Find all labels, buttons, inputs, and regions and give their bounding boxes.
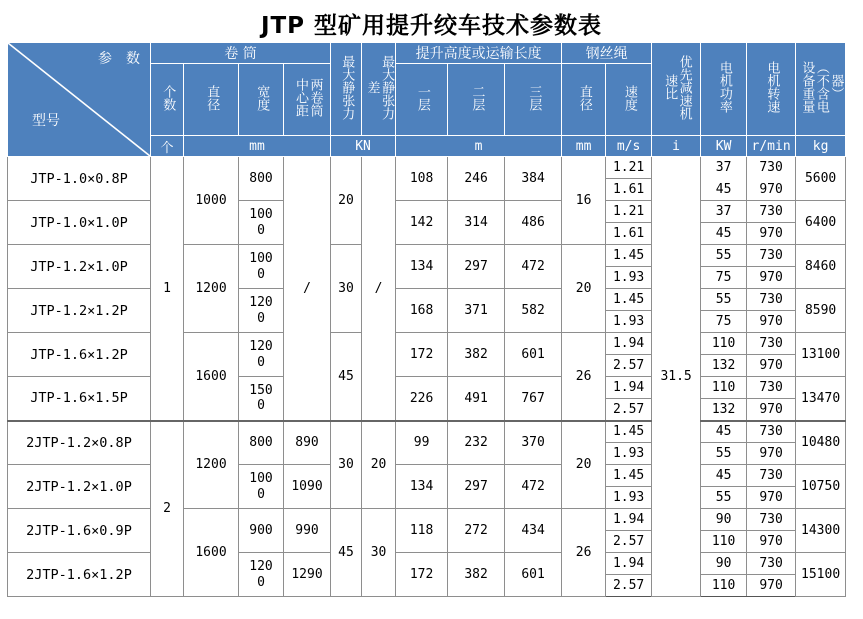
cell-motor-power: 45 [701,421,747,443]
cell-weight: 8460 [796,245,846,289]
cell-weight: 13100 [796,333,846,377]
cell-tension-diff: 30 [362,509,396,597]
cell-layer3: 582 [505,289,562,333]
table-row [8,245,846,267]
cell-max-tension: 20 [331,157,362,245]
cell-motor-rpm: 970 [747,399,796,421]
cell-drum-count: 1 [151,157,184,421]
cell-layer2: 297 [448,465,505,509]
cell-weight: 14300 [796,509,846,553]
cell-layer1: 142 [396,201,448,245]
cell-motor-power: 45 [701,465,747,487]
cell-model-name: JTP-1.2×1.2P [8,289,151,333]
table-body [8,157,846,597]
header-drum-group: 卷 筒 [151,43,331,64]
cell-weight: 5600 [796,157,846,201]
cell-speed: 1.61 [606,223,652,245]
page-title: JTP 型矿用提升绞车技术参数表 [260,13,603,39]
drum-width-value: 900 [249,522,273,538]
cell-motor-rpm: 970 [747,531,796,553]
cell-motor-rpm: 970 [747,223,796,245]
table-header [8,43,846,157]
cell-motor-power: 75 [701,311,747,333]
cell-speed: 2.57 [606,399,652,421]
cell-speed: 1.94 [606,377,652,399]
unit-tension-kn: KN [331,136,396,157]
cell-drum-diameter: 1200 [184,421,239,509]
cell-layer3: 767 [505,377,562,421]
header-drum-diameter: 直径 [184,64,239,136]
cell-model-name: 2JTP-1.2×1.0P [8,465,151,509]
cell-speed: 1.61 [606,179,652,201]
cell-motor-rpm: 970 [747,575,796,597]
cell-speed: 1.94 [606,509,652,531]
table-row [8,157,846,179]
cell-layer3: 434 [505,509,562,553]
cell-motor-rpm: 730 [747,245,796,267]
cell-speed: 1.45 [606,421,652,443]
cell-tension-diff: 20 [362,421,396,509]
cell-drum-width [239,377,284,421]
unit-count: 个 [151,136,184,157]
cell-weight: 10480 [796,421,846,465]
corner-model-label: 型号 [32,113,60,129]
cell-motor-rpm: 730 [747,377,796,399]
cell-speed: 1.45 [606,289,652,311]
cell-motor-power: 110 [701,333,747,355]
cell-drum-width [239,509,284,553]
cell-drum-width [239,553,284,597]
drum-width-value: 1200 [249,338,273,370]
cell-center-distance: / [284,157,331,421]
corner-header-cell [8,43,151,157]
cell-motor-rpm: 730 [747,553,796,575]
cell-layer2: 382 [448,553,505,597]
cell-layer2: 314 [448,201,505,245]
cell-drum-width [239,245,284,289]
cell-motor-rpm: 730 [747,333,796,355]
cell-layer1: 168 [396,289,448,333]
cell-motor-power: 55 [701,245,747,267]
table-row [8,553,846,575]
cell-drum-count: 2 [151,421,184,597]
cell-layer2: 371 [448,289,505,333]
cell-rope-diameter: 20 [562,421,606,509]
cell-motor-rpm: 970 [747,267,796,289]
cell-center-distance: 990 [284,509,331,553]
cell-model-name: 2JTP-1.6×1.2P [8,553,151,597]
cell-speed: 2.57 [606,531,652,553]
header-lift-group: 提升高度或运输长度 [396,43,562,64]
cell-motor-rpm: 970 [747,443,796,465]
unit-rpm: r/min [747,136,796,157]
drum-width-value: 1000 [249,206,273,238]
cell-max-tension: 30 [331,245,362,333]
table-row [8,509,846,531]
cell-motor-power: 55 [701,487,747,509]
drum-width-value: 1000 [249,250,273,282]
cell-speed: 1.45 [606,465,652,487]
cell-speed: 2.57 [606,575,652,597]
cell-max-tension: 45 [331,333,362,421]
cell-rope-diameter: 16 [562,157,606,245]
drum-width-value: 800 [249,170,273,186]
cell-motor-rpm: 970 [747,355,796,377]
cell-weight: 10750 [796,465,846,509]
cell-motor-power: 45 [701,179,747,201]
cell-layer3: 370 [505,421,562,465]
unit-power-kw: KW [701,136,747,157]
cell-motor-power: 55 [701,289,747,311]
cell-drum-width [239,157,284,201]
cell-weight: 15100 [796,553,846,597]
cell-rope-diameter: 26 [562,509,606,597]
cell-layer2: 491 [448,377,505,421]
cell-weight: 13470 [796,377,846,421]
cell-motor-rpm: 730 [747,289,796,311]
cell-drum-width [239,333,284,377]
cell-drum-diameter: 1200 [184,245,239,333]
cell-layer3: 472 [505,245,562,289]
cell-layer1: 108 [396,157,448,201]
drum-width-value: 1500 [249,382,273,414]
cell-motor-power: 55 [701,443,747,465]
cell-layer1: 99 [396,421,448,465]
cell-drum-width [239,421,284,465]
cell-layer2: 382 [448,333,505,377]
cell-motor-power: 132 [701,355,747,377]
cell-layer2: 272 [448,509,505,553]
table-row [8,465,846,487]
cell-motor-power: 75 [701,267,747,289]
cell-motor-rpm: 730 [747,421,796,443]
header-rope-diameter: 直径 [562,64,606,136]
table-row [8,421,846,443]
header-center-distance: 两卷筒中心距 [284,64,331,136]
cell-speed: 1.94 [606,333,652,355]
cell-tension-diff: / [362,157,396,421]
cell-model-name: 2JTP-1.2×0.8P [8,421,151,465]
cell-model-name: JTP-1.6×1.2P [8,333,151,377]
table-row [8,289,846,311]
cell-layer1: 172 [396,553,448,597]
cell-center-distance: 1290 [284,553,331,597]
drum-width-value: 800 [249,434,273,450]
cell-model-name: JTP-1.0×0.8P [8,157,151,201]
cell-layer1: 226 [396,377,448,421]
header-drum-count: 个数 [151,64,184,136]
cell-drum-diameter: 1600 [184,333,239,421]
cell-motor-power: 37 [701,157,747,179]
cell-model-name: JTP-1.2×1.0P [8,245,151,289]
cell-drum-diameter: 1600 [184,509,239,597]
cell-speed: 2.57 [606,355,652,377]
cell-motor-rpm: 730 [747,201,796,223]
cell-motor-power: 45 [701,223,747,245]
cell-center-distance: 890 [284,421,331,465]
cell-motor-rpm: 970 [747,179,796,201]
cell-model-name: JTP-1.6×1.5P [8,377,151,421]
cell-speed: 1.21 [606,157,652,179]
cell-speed: 1.93 [606,443,652,465]
cell-motor-rpm: 730 [747,465,796,487]
unit-speed-ms: m/s [606,136,652,157]
cell-layer2: 232 [448,421,505,465]
header-speed: 速度 [606,64,652,136]
cell-drum-width [239,289,284,333]
header-drum-width: 宽度 [239,64,284,136]
header-rope-group: 钢丝绳 [562,43,652,64]
header-gear-ratio: 优先减速机速比 [652,43,701,136]
cell-motor-power: 132 [701,399,747,421]
cell-max-tension: 45 [331,509,362,597]
unit-ratio-i: i [652,136,701,157]
cell-layer3: 601 [505,553,562,597]
cell-motor-rpm: 970 [747,487,796,509]
parameters-table [7,42,846,597]
cell-center-distance: 1090 [284,465,331,509]
cell-speed: 1.45 [606,245,652,267]
cell-motor-rpm: 730 [747,509,796,531]
drum-width-value: 1200 [249,294,273,326]
cell-motor-power: 37 [701,201,747,223]
header-motor-rpm: 电机转速 [747,43,796,136]
cell-weight: 8590 [796,289,846,333]
cell-layer2: 246 [448,157,505,201]
drum-width-value: 1000 [249,470,273,502]
cell-max-tension: 30 [331,421,362,509]
cell-motor-power: 110 [701,531,747,553]
header-max-tension-diff: 最大静张力差 [362,43,396,136]
cell-layer1: 134 [396,245,448,289]
cell-motor-rpm: 970 [747,311,796,333]
header-layer3: 三层 [505,64,562,136]
cell-gear-ratio: 31.5 [652,157,701,597]
header-group-row [8,43,846,64]
cell-layer3: 472 [505,465,562,509]
cell-weight: 6400 [796,201,846,245]
cell-motor-power: 110 [701,377,747,399]
header-layer1: 一层 [396,64,448,136]
cell-drum-width [239,465,284,509]
cell-motor-power: 90 [701,553,747,575]
cell-layer3: 486 [505,201,562,245]
header-motor-power: 电机功率 [701,43,747,136]
table-row [8,201,846,223]
cell-layer1: 118 [396,509,448,553]
cell-model-name: 2JTP-1.6×0.9P [8,509,151,553]
unit-drum-mm: mm [184,136,331,157]
unit-lift-m: m [396,136,562,157]
drum-width-value: 1200 [249,558,273,590]
table-row [8,377,846,399]
cell-drum-diameter: 1000 [184,157,239,245]
cell-motor-power: 110 [701,575,747,597]
cell-layer3: 601 [505,333,562,377]
cell-motor-power: 90 [701,509,747,531]
header-max-tension: 最大静张力 [331,43,362,136]
table-row [8,333,846,355]
cell-speed: 1.94 [606,553,652,575]
cell-layer1: 134 [396,465,448,509]
cell-rope-diameter: 26 [562,333,606,421]
cell-speed: 1.93 [606,487,652,509]
cell-drum-width [239,201,284,245]
cell-speed: 1.93 [606,267,652,289]
cell-motor-rpm: 730 [747,157,796,179]
corner-param-label: 参 数 [98,51,140,67]
header-layer2: 二层 [448,64,505,136]
cell-layer1: 172 [396,333,448,377]
unit-rope-mm: mm [562,136,606,157]
cell-model-name: JTP-1.0×1.0P [8,201,151,245]
cell-speed: 1.93 [606,311,652,333]
cell-speed: 1.21 [606,201,652,223]
cell-layer2: 297 [448,245,505,289]
cell-rope-diameter: 20 [562,245,606,333]
header-weight: 设备重量（不含电器） [796,43,846,136]
unit-weight-kg: kg [796,136,846,157]
cell-layer3: 384 [505,157,562,201]
